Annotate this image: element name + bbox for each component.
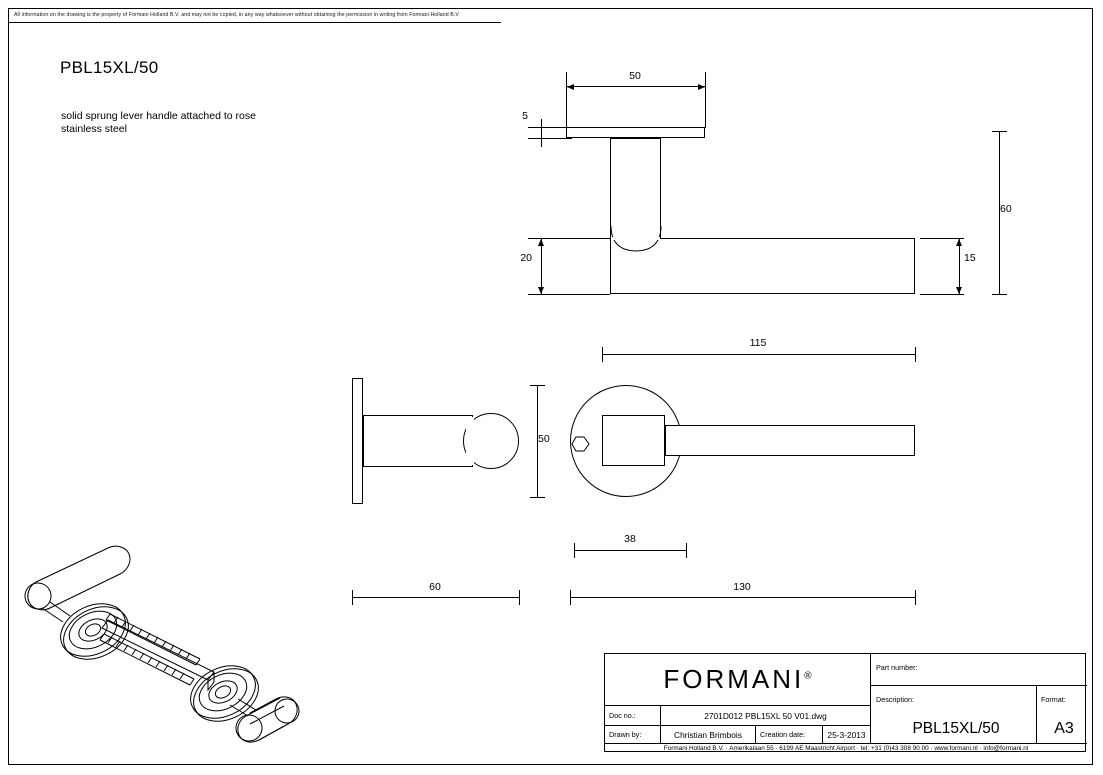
- dim-tick-60h-bot: [992, 294, 1007, 295]
- drawn-by-label-cell: [605, 726, 661, 744]
- dim-tick-38-l: [574, 543, 575, 558]
- dim-tick-60depth-l: [352, 590, 353, 605]
- plan-join-mask: [666, 426, 668, 455]
- dim-line-60depth: [352, 597, 519, 598]
- title-block: [604, 653, 1086, 752]
- dim-line-50: [566, 86, 705, 87]
- dim-label-60-height: 60: [1000, 203, 1012, 215]
- copyright-underline: [9, 22, 501, 23]
- dim-tick-50side-top: [530, 385, 545, 386]
- dim-arrow-20-bot: [538, 287, 544, 294]
- dim-label-50-side: 50: [538, 433, 550, 445]
- doc-no-value: 2701D012 PBL15XL 50 V01.dwg: [704, 710, 827, 721]
- doc-no-value-cell: [661, 706, 871, 726]
- dim-line-20: [541, 238, 542, 294]
- creation-date-label: Creation date:: [760, 730, 806, 739]
- dim-label-38: 38: [624, 533, 636, 545]
- format-cell: [1037, 686, 1087, 744]
- description-cell: [871, 686, 1037, 744]
- dim-tick-130-r: [915, 590, 916, 605]
- brand-cell: [605, 654, 871, 706]
- dim-arrow-15-bot: [956, 287, 962, 294]
- product-description-line2: stainless steel: [61, 123, 127, 135]
- doc-no-label: Doc no.:: [609, 711, 636, 720]
- dim-ext-5-lower: [528, 138, 572, 139]
- dim-tick-115-l: [602, 347, 603, 362]
- format-value: A3: [1054, 720, 1074, 737]
- neck-body: [610, 138, 661, 238]
- part-number-cell: [871, 654, 1087, 686]
- company-footer: Formani Holland B.V. · Amerikalaan 55 · 6199 AE Maastricht Airport · tel: +31 (0)43 308 90 00 · www.formani.nl · info@formani.nl: [663, 745, 1029, 752]
- isometric-exploded-view: [18, 520, 308, 750]
- brand-name: FORMANI: [663, 664, 805, 694]
- dim-ext-20-lower: [528, 294, 610, 295]
- dim-tick-60h-top: [992, 131, 1007, 132]
- side-neck-shaft: [363, 415, 473, 467]
- part-number-label: Part number:: [876, 663, 918, 672]
- drawn-by-value: Christian Brimbois: [674, 729, 742, 740]
- plan-lever-bar: [665, 425, 915, 456]
- dim-arrow-20-top: [538, 239, 544, 246]
- description-label: Description:: [876, 695, 914, 704]
- creation-date-value: 25-3-2013: [827, 729, 866, 740]
- dim-label-50-top: 50: [629, 70, 641, 82]
- dim-label-115: 115: [749, 337, 767, 349]
- doc-no-label-cell: [605, 706, 661, 726]
- dim-line-5: [541, 119, 542, 147]
- page-title: PBL15XL/50: [60, 58, 159, 77]
- dim-tick-38-r: [686, 543, 687, 558]
- product-description: [61, 110, 361, 136]
- hex-screw-icon: [571, 434, 591, 454]
- dim-ext-5-upper: [528, 127, 572, 128]
- product-description-line1: solid sprung lever handle attached to rose: [61, 110, 256, 122]
- rose-plate: [566, 127, 705, 138]
- copyright-notice: All information on the drawing is the property of Formani Holland B.V. and may not be copied, in any way whatsoever without obtaining the permission in writing from Formani Holland B.V: [14, 12, 459, 18]
- dim-ext-15-lower: [920, 294, 964, 295]
- side-join-mask: [466, 417, 474, 465]
- dim-line-115: [602, 354, 915, 355]
- dim-tick-115-r: [915, 347, 916, 362]
- dim-arrow-50-right: [698, 84, 705, 90]
- dim-line-15: [959, 238, 960, 294]
- format-label: Format:: [1041, 695, 1066, 704]
- brand-logo: [663, 664, 811, 695]
- plan-spindle-box: [602, 415, 665, 466]
- dim-arrow-50-left: [567, 84, 574, 90]
- dim-tick-130-l: [570, 590, 571, 605]
- dim-arrow-15-top: [956, 239, 962, 246]
- fillet-mask: [611, 237, 660, 240]
- dim-line-38: [574, 550, 686, 551]
- dim-label-5: 5: [522, 110, 528, 122]
- drawn-by-value-cell: [661, 726, 756, 744]
- dim-label-130: 130: [733, 581, 751, 593]
- dim-ext-50-left: [566, 72, 567, 128]
- dim-ext-50-right: [705, 72, 706, 128]
- dim-tick-60depth-r: [519, 590, 520, 605]
- dim-label-60-depth: 60: [429, 581, 441, 593]
- description-value: PBL15XL/50: [912, 720, 1000, 737]
- footer-cell: [605, 744, 1087, 753]
- drawn-by-label: Drawn by:: [609, 730, 642, 739]
- creation-date-label-cell: [756, 726, 823, 744]
- creation-date-value-cell: [823, 726, 871, 744]
- dim-line-130: [570, 597, 915, 598]
- dim-label-15: 15: [964, 252, 976, 264]
- dim-tick-50side-bot: [530, 497, 545, 498]
- brand-registered-mark: ®: [804, 670, 812, 682]
- lever-neck-fillet: [609, 225, 665, 255]
- dim-label-20: 20: [520, 252, 532, 264]
- side-rose-plate: [352, 378, 363, 504]
